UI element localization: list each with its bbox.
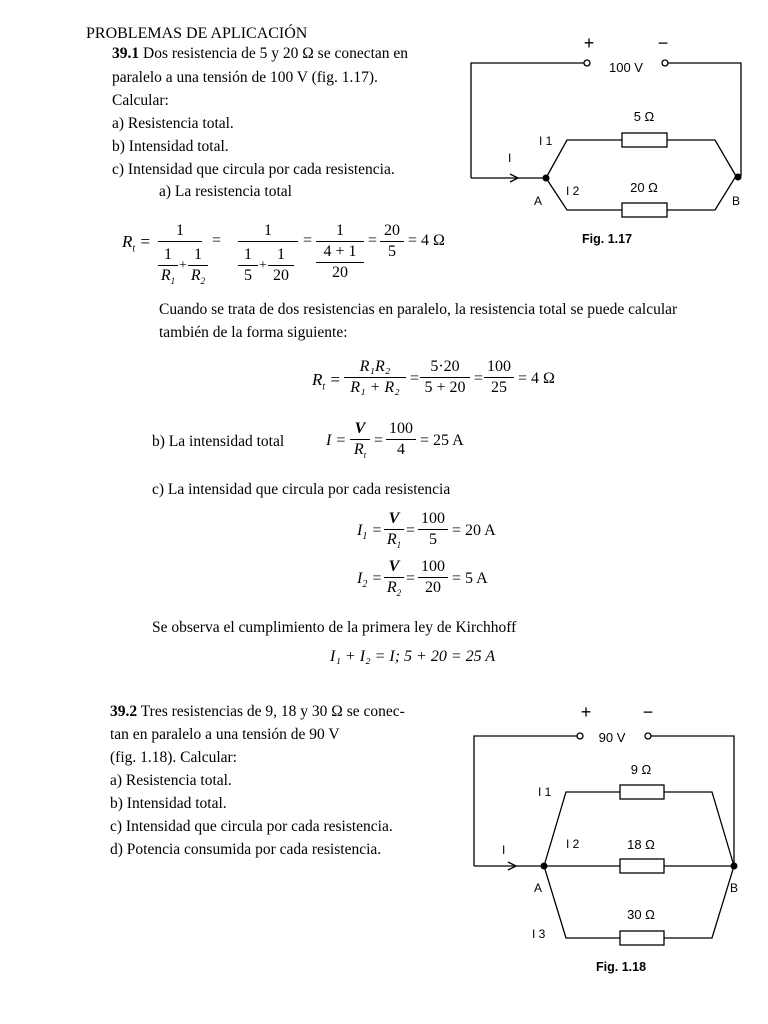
numerator: 100 (421, 510, 445, 527)
problem-39-2-line: a) Resistencia total. (110, 772, 232, 789)
equation-kirchhoff: I₁ + I₂ = I; 5 + 20 = 25 A (330, 648, 496, 665)
plus-sign: + (583, 33, 595, 53)
fraction (188, 246, 208, 290)
numerator: V (388, 558, 400, 575)
denominator: R₁ + R₂ (350, 379, 400, 396)
problem-39-2-line: (fig. 1.18). Calcular: (110, 749, 237, 766)
circuit-diagram-fig-1-18 (462, 694, 762, 954)
problem-39-2-line: d) Potencia consumida por cada resistencia. (110, 841, 382, 858)
denominator: 5 (244, 267, 252, 284)
current-label: I 2 (566, 837, 580, 851)
denominator: R (190, 267, 201, 284)
numerator: 100 (487, 358, 511, 375)
figure-caption: Fig. 1.17 (582, 232, 633, 246)
denominator: R (160, 267, 171, 284)
eq-result: = 4 Ω (408, 232, 445, 249)
problem-number: 39.1 (112, 45, 140, 62)
denominator: R (386, 579, 397, 596)
fraction (418, 510, 448, 549)
subscript: 1 (396, 540, 402, 551)
part-b-label: b) La intensidad total (152, 433, 285, 450)
denominator: 4 (397, 441, 405, 458)
denominator: R (353, 441, 364, 458)
eq-result: = 4 Ω (518, 370, 555, 387)
fraction (420, 358, 470, 397)
fraction (386, 420, 416, 459)
numerator: 20 (384, 222, 400, 239)
numerator: 1 (264, 222, 272, 239)
fraction (158, 222, 202, 243)
current-label: I 3 (532, 927, 546, 941)
numerator: 1 (164, 246, 172, 263)
numerator: 100 (421, 558, 445, 575)
problem-39-1-line: Calcular: (112, 92, 169, 109)
denominator: 25 (491, 379, 507, 396)
fraction (316, 222, 364, 282)
resistor-label: 30 Ω (627, 907, 655, 922)
eq-subscript: 1 (362, 531, 368, 543)
fraction (484, 358, 514, 397)
denominator: 20 (273, 267, 289, 284)
problem-text: Dos resistencia de 5 y 20 Ω se conectan en (143, 45, 409, 62)
denominator: 5 (429, 531, 437, 548)
figure-caption: Fig. 1.18 (596, 960, 647, 974)
problem-39-2-line: b) Intensidad total. (110, 795, 227, 812)
eq-result: = 25 A (420, 432, 464, 449)
node-label: B (732, 194, 741, 208)
node-label: A (534, 194, 543, 208)
eq-result: = 20 A (452, 522, 496, 539)
current-label: I (508, 151, 512, 165)
numerator: V (354, 420, 366, 437)
problem-39-1-line: a) Resistencia total. (112, 115, 234, 132)
numerator: 1 (176, 222, 184, 239)
minus-sign: − (657, 33, 669, 53)
numerator: V (388, 510, 400, 527)
eq-subscript: 2 (362, 579, 368, 591)
denominator: R (386, 531, 397, 548)
fraction (350, 420, 370, 464)
denominator: 5 + 20 (424, 379, 466, 396)
note-line: también de la forma siguiente: (159, 324, 348, 341)
fraction (384, 510, 404, 554)
problem-39-1-line: c) Intensidad que circula por cada resistencia. (112, 161, 395, 178)
numerator: 5·20 (430, 358, 460, 375)
resistor-label: 9 Ω (630, 762, 652, 777)
fraction (158, 246, 178, 290)
subscript: 2 (396, 588, 402, 599)
note-line: Cuando se trata de dos resistencias en paralelo, la resistencia total se puede calcular (159, 301, 678, 318)
eq-symbol: I (357, 570, 363, 587)
fraction (418, 558, 448, 597)
source-label: 100 V (609, 60, 643, 75)
numerator: 1 (194, 246, 202, 263)
problem-39-1-line: b) Intensidad total. (112, 138, 229, 155)
numerator: R₁R₂ (359, 358, 391, 375)
eq-symbol: R (122, 232, 133, 251)
current-label: I 1 (538, 785, 552, 799)
eq-subscript: t (132, 243, 136, 255)
problem-number: 39.2 (110, 703, 138, 720)
denominator: 20 (425, 579, 441, 596)
source-label: 90 V (598, 730, 626, 745)
section-heading: PROBLEMAS DE APLICACIÓN (86, 25, 308, 42)
current-label: I 1 (539, 134, 553, 148)
node-label: B (730, 881, 739, 895)
problem-39-2-statement-line-1 (110, 702, 405, 722)
subscript: 2 (200, 276, 206, 287)
denominator-numerator: 4 + 1 (323, 243, 357, 260)
problem-39-2-line: tan en paralelo a una tensión de 90 V (110, 726, 340, 743)
numerator: 1 (244, 246, 252, 263)
resistor-label: 5 Ω (633, 109, 655, 124)
problem-text: Tres resistencias de 9, 18 y 30 Ω se conec- (140, 703, 405, 720)
numerator: 1 (277, 246, 285, 263)
problem-39-1-statement-line-1 (112, 44, 408, 64)
problem-39-2-line: c) Intensidad que circula por cada resistencia. (110, 818, 393, 835)
numerator: 100 (389, 420, 413, 437)
subscript: 1 (170, 276, 176, 287)
part-a-label: a) La resistencia total (159, 183, 292, 200)
current-label: I 2 (566, 184, 580, 198)
plus-sign: + (580, 702, 592, 722)
eq-symbol: I (326, 432, 332, 449)
fraction (380, 222, 404, 261)
minus-sign: − (642, 702, 654, 722)
eq-result: = 5 A (452, 570, 488, 587)
fraction (238, 246, 258, 285)
current-label: I (502, 843, 506, 857)
resistor-label: 18 Ω (627, 837, 655, 852)
eq-subscript: t (322, 381, 326, 393)
part-c-label: c) La intensidad que circula por cada resistencia (152, 481, 451, 498)
fraction (238, 222, 298, 243)
numerator: 1 (336, 222, 344, 239)
denominator: 5 (388, 243, 396, 260)
fraction (268, 246, 294, 285)
problem-39-1-line: paralelo a una tensión de 100 V (fig. 1.17). (112, 69, 378, 86)
subscript: t (363, 450, 367, 461)
kirchhoff-note: Se observa el cumplimiento de la primera ley de Kirchhoff (152, 619, 517, 636)
resistor-label: 20 Ω (630, 180, 658, 195)
node-label: A (534, 881, 543, 895)
denominator: 20 (332, 264, 348, 281)
circuit-diagram-fig-1-17 (462, 30, 762, 230)
eq-symbol: R (312, 370, 323, 389)
fraction (344, 358, 406, 397)
fraction (384, 558, 404, 602)
eq-symbol: I (357, 522, 363, 539)
